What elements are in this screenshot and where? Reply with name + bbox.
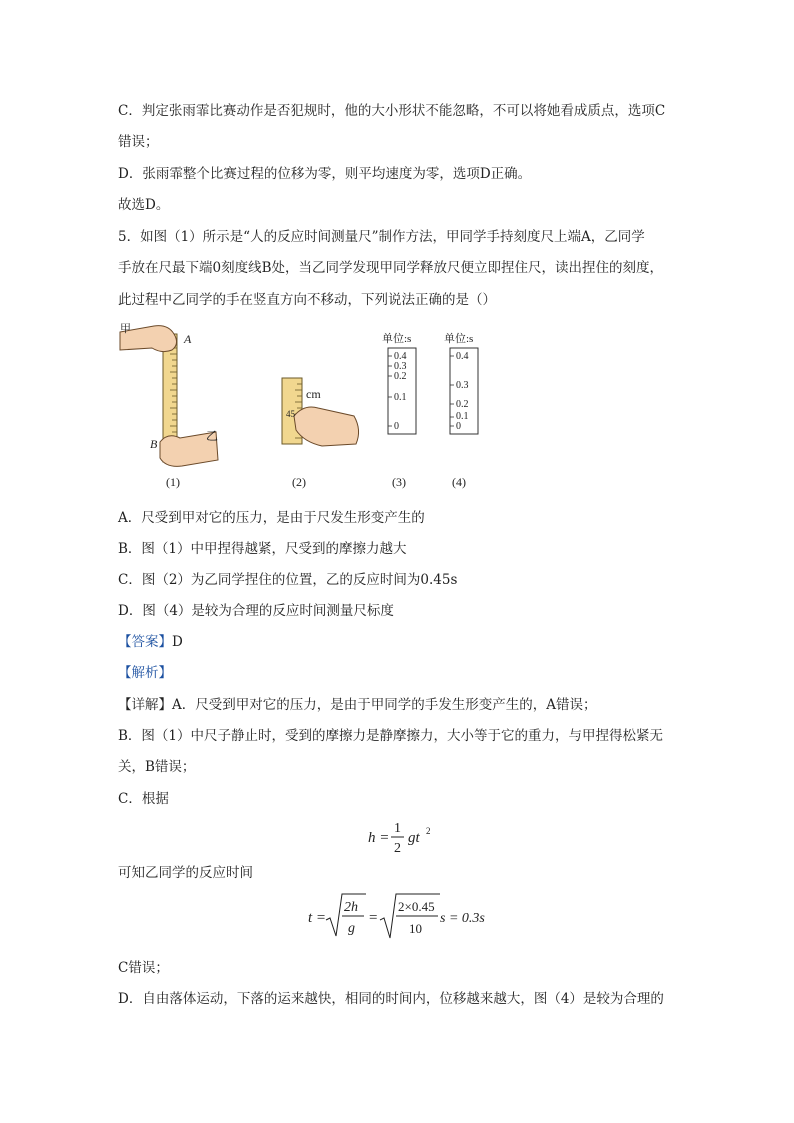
scale-3-v2: 0.2 [394, 371, 407, 382]
detail-a: A．尺受到甲对它的压力，是由于甲同学的手发生形变产生的，A错误； [172, 697, 597, 713]
equation-1 [366, 814, 466, 860]
scale-3-v1: 0.3 [394, 361, 407, 372]
eq1-sup: 2 [426, 826, 431, 836]
eq2-den2: 10 [409, 921, 422, 936]
detail-b-1: B．图（1）中尺子静止时，受到的摩擦力是静摩擦力，大小等于它的重力，与甲捏得松紧无 [118, 728, 664, 744]
option-d: D．图（4）是较为合理的反应时间测量尺标度 [118, 603, 394, 619]
answer-value: D [172, 634, 183, 650]
choose-line: 故选D。 [118, 197, 170, 213]
scale-3-v4: 0 [394, 421, 399, 432]
detail-label: 【详解】 [118, 697, 172, 713]
scale-4-v0: 0.4 [456, 351, 469, 362]
answer-line [118, 633, 183, 651]
eq1-rhs: gt [408, 830, 420, 846]
eq1-lhs: h = [368, 830, 390, 846]
c-line-1: C．判定张雨霏比赛动作是否犯规时，他的大小形状不能忽略，不可以将她看成质点，选项C [118, 103, 666, 119]
eq2-num2: 2×0.45 [398, 899, 435, 914]
scale-4-v3: 0.1 [456, 411, 469, 422]
eq2-eq: = [369, 910, 378, 926]
question-figure [118, 320, 498, 495]
caption-2: (2) [292, 475, 306, 489]
q5-line-1: 5．如图（1）所示是“人的反应时间测量尺”制作方法，甲同学手持刻度尺上端A，乙同学 [118, 229, 645, 245]
detail-a-line [118, 696, 597, 714]
d-line: D．张雨霏整个比赛过程的位移为零，则平均速度为零，选项D正确。 [118, 166, 532, 182]
option-a: A．尺受到甲对它的压力，是由于尺发生形变产生的 [118, 510, 425, 526]
label-cm: cm [306, 387, 321, 401]
label-A: A [184, 332, 192, 346]
scale-4-v2: 0.2 [456, 399, 469, 410]
eq1-den: 2 [394, 841, 401, 856]
option-c: C．图（2）为乙同学捏住的位置，乙的反应时间为0.45s [118, 572, 458, 588]
hand-catch-icon [294, 407, 359, 446]
reaction-time-line: 可知乙同学的反应时间 [118, 865, 253, 881]
eq2-den1: g [348, 921, 355, 936]
scale-3-v3: 0.1 [394, 392, 407, 403]
label-jia: 甲 [120, 323, 131, 335]
caption-3: (3) [392, 475, 406, 489]
label-yi: 乙 [206, 429, 219, 443]
detail-c-1: C．根据 [118, 791, 169, 807]
caption-4: (4) [452, 475, 466, 489]
unit-3: 单位:s [382, 333, 412, 345]
analysis-line [118, 664, 172, 682]
q5-line-3: 此过程中乙同学的手在竖直方向不移动，下列说法正确的是（） [118, 292, 496, 308]
equation-2 [306, 888, 506, 944]
label-45: 45 [286, 409, 295, 419]
detail-b-2: 关，B错误； [118, 759, 196, 775]
caption-1: (1) [166, 475, 180, 489]
eq2-lhs: t = [308, 910, 327, 926]
answer-label: 【答案】 [118, 634, 172, 650]
unit-4: 单位:s [444, 333, 474, 345]
eq2-num1: 2h [344, 900, 358, 915]
scale-4-v4: 0 [456, 421, 461, 432]
label-B: B [150, 437, 158, 451]
c-wrong-line: C错误； [118, 960, 169, 976]
analysis-label: 【解析】 [118, 665, 172, 681]
c-line-2: 错误； [118, 134, 159, 150]
scale-3-v0: 0.4 [394, 351, 407, 362]
eq2-rhs: s = 0.3s [440, 911, 485, 926]
eq1-num: 1 [394, 821, 401, 836]
scale-4-v1: 0.3 [456, 380, 469, 391]
q5-line-2: 手放在尺最下端0刻度线B处，当乙同学发现甲同学释放尺便立即捏住尺，读出捏住的刻度， [118, 260, 664, 276]
option-b: B．图（1）中甲捏得越紧，尺受到的摩擦力越大 [118, 541, 407, 557]
detail-d-1: D．自由落体运动，下落的运来越快，相同的时间内，位移越来越大，图（4）是较为合理的 [118, 991, 664, 1007]
